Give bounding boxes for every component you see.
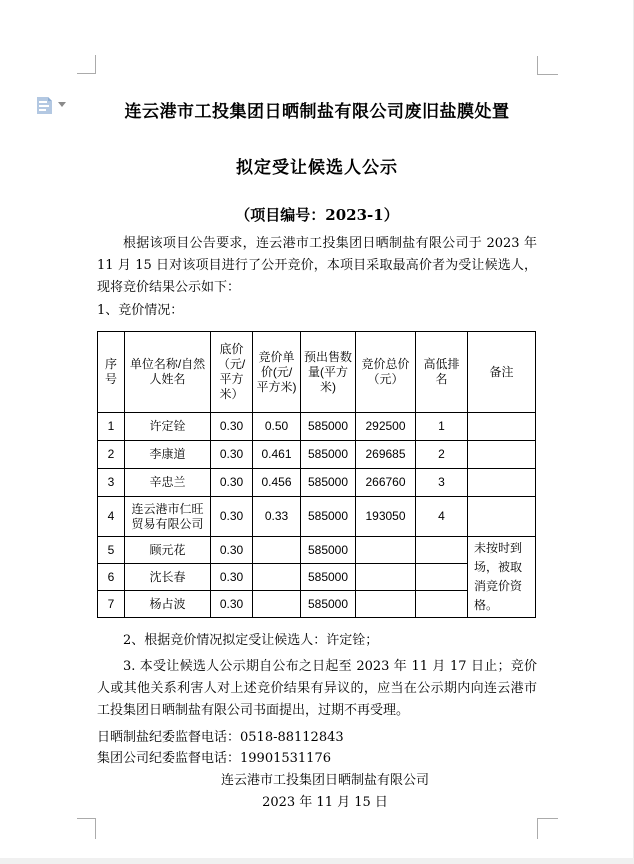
cell-remark [468, 469, 536, 497]
cell-no: 1 [98, 413, 125, 441]
cell-unit-price [253, 591, 301, 618]
crop-mark-bottom-left [77, 818, 96, 839]
cell-base-price: 0.30 [211, 497, 253, 537]
cell-base-price: 0.30 [211, 537, 253, 564]
col-header-quantity: 预出售数量(平方米) [301, 332, 356, 413]
page-title-line1: 连云港市工投集团日晒制盐有限公司废旧盐膜处置 [124, 102, 510, 122]
cell-base-price: 0.30 [211, 413, 253, 441]
cell-total-price [356, 591, 416, 618]
cell-name: 连云港市仁旺贸易有限公司 [125, 497, 211, 537]
cell-rank: 2 [416, 441, 468, 469]
cell-unit-price: 0.456 [253, 469, 301, 497]
cell-remark [468, 413, 536, 441]
page-title-line2: 拟定受让候选人公示 [236, 158, 398, 178]
table-row [98, 413, 536, 441]
intro-paragraph: 根据该项目公告要求，连云港市工投集团日晒制盐有限公司于 2023 年 11 月 15 日对该项目进行了公开竞价，本项目采取最高价者为受让候选人，现将竞价结果公示如下： [97, 236, 537, 295]
cell-total-price: 269685 [356, 441, 416, 469]
table-row [98, 497, 536, 537]
crop-mark-top-right [537, 56, 558, 75]
cell-rank: 4 [416, 497, 468, 537]
col-header-remark: 备注 [468, 332, 536, 413]
cell-rank [416, 537, 468, 564]
cell-unit-price: 0.461 [253, 441, 301, 469]
cell-name: 李康道 [125, 441, 211, 469]
cell-quantity: 585000 [301, 469, 356, 497]
cell-name: 沈长春 [125, 564, 211, 591]
cell-quantity: 585000 [301, 497, 356, 537]
cell-quantity: 585000 [301, 441, 356, 469]
cell-total-price: 266760 [356, 469, 416, 497]
table-row [98, 537, 536, 564]
table-row [98, 441, 536, 469]
signature-block [160, 770, 490, 814]
cell-base-price: 0.30 [211, 564, 253, 591]
cell-quantity: 585000 [301, 413, 356, 441]
section1-heading: 1、竞价情况： [97, 303, 184, 318]
cell-unit-price: 0.50 [253, 413, 301, 441]
cell-total-price: 292500 [356, 413, 416, 441]
cell-unit-price: 0.33 [253, 497, 301, 537]
col-header-no: 序号 [98, 332, 125, 413]
cell-total-price: 193050 [356, 497, 416, 537]
cell-base-price: 0.30 [211, 469, 253, 497]
table-header-row [98, 332, 536, 413]
cell-rank [416, 591, 468, 618]
cell-no: 4 [98, 497, 125, 537]
signature-date: 2023 年 11 月 15 日 [262, 795, 388, 810]
page-bottom-edge [0, 858, 634, 864]
cell-no: 5 [98, 537, 125, 564]
crop-mark-bottom-right [537, 818, 558, 839]
col-header-unit-price: 竞价单价(元/平方米) [253, 332, 301, 413]
paste-options-button[interactable] [36, 96, 68, 118]
item3-text: 3. 本受让候选人公示期自公布之日起至 2023 年 11 月 17 日止；竞价人或其他关系利害人对上述竞价结果有异议的，应当在公示期内向连云港市工投集团日晒制盐有限公司书面提出，过期不再受理。 [97, 659, 537, 718]
cell-total-price [356, 564, 416, 591]
table-row [98, 469, 536, 497]
crop-mark-top-left [77, 55, 96, 74]
supervision-phone-1: 日晒制盐纪委监督电话：0518-88112843 [97, 730, 344, 745]
cell-quantity: 585000 [301, 537, 356, 564]
col-header-base-price: 底价（元/平方米） [211, 332, 253, 413]
col-header-name: 单位名称/自然人姓名 [125, 332, 211, 413]
cell-rank: 3 [416, 469, 468, 497]
cell-quantity: 585000 [301, 591, 356, 618]
item2-text: 2、根据竞价情况拟定受让候选人：许定铨； [123, 633, 379, 648]
cell-name: 辛忠兰 [125, 469, 211, 497]
bid-results-table [97, 331, 536, 618]
cell-no: 7 [98, 591, 125, 618]
cell-no: 3 [98, 469, 125, 497]
cell-unit-price [253, 564, 301, 591]
cell-unit-price [253, 537, 301, 564]
signature-company: 连云港市工投集团日晒制盐有限公司 [220, 773, 429, 788]
project-number: （项目编号：2023-1） [235, 206, 399, 224]
cell-quantity: 585000 [301, 564, 356, 591]
cell-name: 许定铨 [125, 413, 211, 441]
cell-rank [416, 564, 468, 591]
cell-name: 杨占波 [125, 591, 211, 618]
cell-total-price [356, 537, 416, 564]
col-header-total-price: 竞价总价（元） [356, 332, 416, 413]
supervision-phone-2: 集团公司纪委监督电话：19901531176 [97, 751, 331, 766]
cell-base-price: 0.30 [211, 591, 253, 618]
cell-remark [468, 441, 536, 469]
cell-rank: 1 [416, 413, 468, 441]
cell-remark [468, 497, 536, 537]
cell-no: 6 [98, 564, 125, 591]
col-header-rank: 高低排名 [416, 332, 468, 413]
cell-name: 顾元花 [125, 537, 211, 564]
chevron-down-icon[interactable] [58, 102, 66, 107]
cell-base-price: 0.30 [211, 441, 253, 469]
cell-no: 2 [98, 441, 125, 469]
cell-remark-merged: 未按时到场，被取消竞价资格。 [468, 537, 536, 618]
